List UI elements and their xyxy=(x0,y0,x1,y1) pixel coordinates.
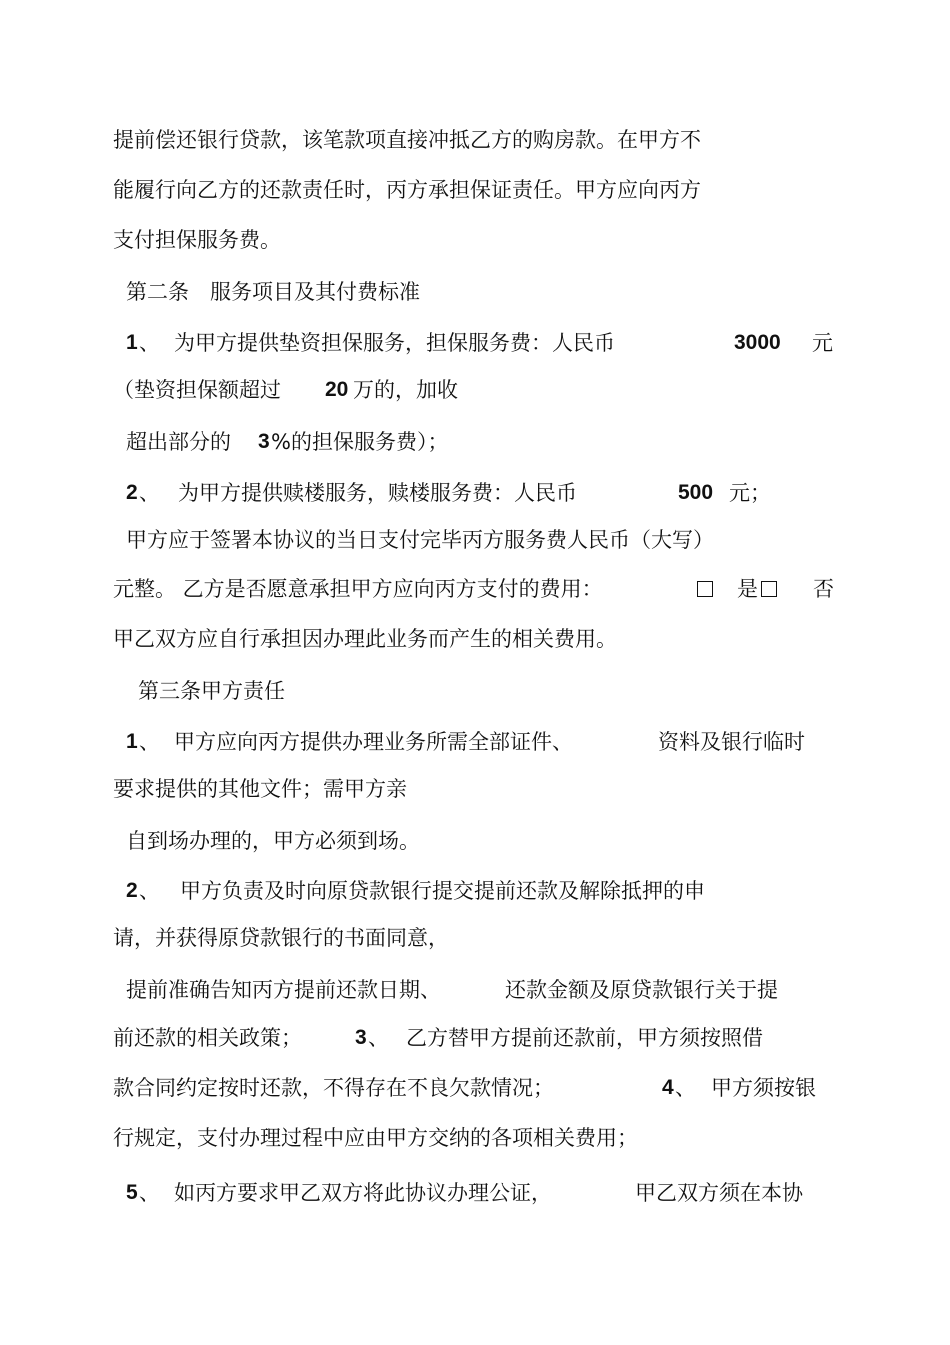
paragraph-line: 元整。 乙方是否愿意承担甲方应向丙方支付的费用： xyxy=(113,577,603,601)
item-text: 要求提供的其他文件；需甲方亲 xyxy=(113,777,407,801)
item-text: 自到场办理的，甲方必须到场。 xyxy=(126,829,420,853)
item-text: 行规定，支付办理过程中应由甲方交纳的各项相关费用； xyxy=(113,1126,638,1150)
paragraph-line: 甲方应于签署本协议的当日支付完毕丙方服务费人民币（大写） xyxy=(126,528,714,552)
item-number: 3 xyxy=(355,1026,367,1049)
item-text: 万的，加收 xyxy=(353,378,458,402)
checkbox-icon[interactable] xyxy=(697,581,713,597)
item-separator: 、 xyxy=(139,331,160,355)
paragraph-line: 支付担保服务费。 xyxy=(113,228,281,252)
item-separator: 、 xyxy=(675,1076,696,1100)
item-number: 2 xyxy=(126,879,138,902)
item-separator: 、 xyxy=(368,1026,389,1050)
item-text: 资料及银行临时 xyxy=(658,730,805,754)
item-text: 款合同约定按时还款，不得存在不良欠款情况； xyxy=(113,1076,554,1100)
item-text: 超出部分的 xyxy=(126,430,231,454)
item-separator: 、 xyxy=(139,879,160,903)
item-text: 前还款的相关政策； xyxy=(113,1026,302,1050)
item-text: 还款金额及原贷款银行关于提 xyxy=(505,978,778,1002)
fee-amount: 500 xyxy=(678,481,714,504)
item-text: 甲方须按银 xyxy=(711,1076,816,1100)
item-text: 乙方替甲方提前还款前，甲方须按照借 xyxy=(406,1026,763,1050)
paragraph-line: 提前偿还银行贷款，该笔款项直接冲抵乙方的购房款。在甲方不 xyxy=(113,128,701,152)
paragraph-line: 甲乙双方应自行承担因办理此业务而产生的相关费用。 xyxy=(113,627,617,651)
percent-number: 3 xyxy=(258,430,270,453)
option-yes-label: 是 xyxy=(737,577,758,601)
fee-amount: 3000 xyxy=(734,331,781,354)
item-text: 为甲方提供垫资担保服务，担保服务费：人民币 xyxy=(174,331,615,355)
item-text: 提前准确告知丙方提前还款日期、 xyxy=(126,978,441,1002)
item-separator: 、 xyxy=(139,1181,160,1205)
checkbox-yes[interactable] xyxy=(697,575,713,603)
article-3-title: 第三条甲方责任 xyxy=(138,679,285,703)
item-number: 4 xyxy=(662,1076,674,1099)
item-number: 1 xyxy=(126,331,138,354)
fee-unit: 元 xyxy=(812,331,833,355)
item-separator: 、 xyxy=(139,730,160,754)
item-text: 如丙方要求甲乙双方将此协议办理公证， xyxy=(174,1181,552,1205)
article-2-title: 第二条 服务项目及其付费标准 xyxy=(126,280,420,304)
item-separator: 、 xyxy=(139,481,160,505)
item-text: 甲方应向丙方提供办理业务所需全部证件、 xyxy=(174,730,573,754)
item-text: %的担保服务费）； xyxy=(271,430,449,454)
item-text: 甲方负责及时向原贷款银行提交提前还款及解除抵押的申 xyxy=(180,879,705,903)
item-number: 2 xyxy=(126,481,138,504)
threshold-amount: 20 xyxy=(325,378,349,401)
item-text: 甲乙双方须在本协 xyxy=(635,1181,803,1205)
checkbox-no[interactable] xyxy=(761,575,777,603)
item-text: 为甲方提供赎楼服务，赎楼服务费：人民币 xyxy=(178,481,577,505)
paragraph-line: 能履行向乙方的还款责任时，丙方承担保证责任。甲方应向丙方 xyxy=(113,178,701,202)
item-number: 1 xyxy=(126,730,138,753)
item-text: 请，并获得原贷款银行的书面同意， xyxy=(113,926,449,950)
fee-unit: 元； xyxy=(729,481,771,505)
option-no-label: 否 xyxy=(813,577,834,601)
checkbox-icon[interactable] xyxy=(761,581,777,597)
item-number: 5 xyxy=(126,1181,138,1204)
item-text: （垫资担保额超过 xyxy=(113,378,281,402)
